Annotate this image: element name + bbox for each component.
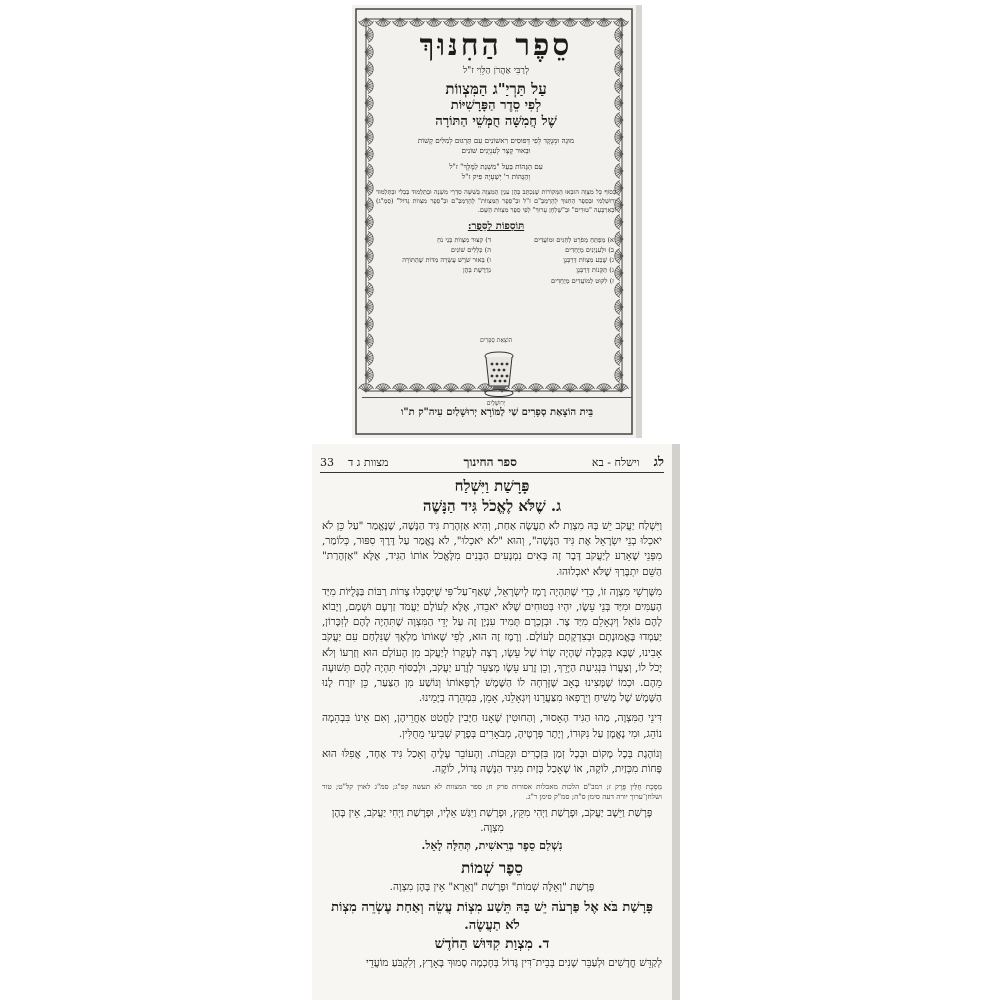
parsha-bo-heading: פָּרָשַׁת בֹּא אֶל פַּרְעֹה יֵשׁ בָּהּ תֵּשַׁע מִצְוֹת עֲשֵׂה וְאַחַת עֶשְׂרֵה מִצְוֹת לֹא תַעֲשֶׂה. xyxy=(331,900,653,934)
subtitle-torah: שֶׁל חֲמִשָּׁה חֻמְּשֵׁי הַתּוֹרָה xyxy=(435,114,557,129)
paragraph: מִשָּׁרְשֵׁי מִצְוָה זוֹ, כְּדֵי שֶׁתִּהְיֶה רֶמֶז לְיִשְׂרָאֵל, שֶׁאַף־עַל־פִּי שֶׁיִּסְבְּלוּ צָרוֹת רַבּוֹת בַּגָּלֻיּוֹת מִיַּד הָעַמִּים וּמִיַּד בְּנֵי עֵשָׂו, יִהְיוּ בְּטוּחִים שֶׁלֹּא יֹאבֵדוּ, אֶלָּא לְעוֹלָם יַעֲמֹד זַרְעָם וּשְׁמָם, וְיָבוֹא לָהֶם גּוֹאֵל וְיִגְאָלֵם מִיַּד צָר. וּבְזָכְרָם תָּמִיד עִנְיָן זֶה עַל יְדֵי הַמִּצְוָה שֶׁתִּהְיֶה לָהֶם לְזִכָּרוֹן, יַעַמְדוּ בֶּאֱמוּנָתָם וּבְצִדְקָתָם לְעוֹלָם. וְרֶמֶז זֶה הוּא, לְפִי שֶׁאוֹתוֹ מַלְאָךְ שֶׁנִּלְחַם עִם יַעֲקֹב אָבִינוּ, שֶׁבָּא בְּקַבָּלָה שֶׁהָיָה שָׂרוֹ שֶׁל עֵשָׂו, רָצָה לְעָקְרוֹ לְיַעֲקֹב מִן הָעוֹלָם הוּא וְזַרְעוֹ וְלֹא יָכֹל לוֹ, וְצַעֲרוֹ בִּנְגִיעַת הַיָּרֵךְ, וְכֵן זֶרַע עֵשָׂו מְצַעֵר לְזֶרַע יַעֲקֹב, וּלְבַסּוֹף תִּהְיֶה לָהֶם תְּשׁוּעָה מֵהֶם. וּכְמוֹ שֶׁמָּצִינוּ בָּאָב שֶׁזָּרְחָה לוֹ הַשֶּׁמֶשׁ לְרַפְּאוֹתוֹ וְנוֹשַׁע מִן הַצַּעַר, כֵּן יִזְרַח לָנוּ הַשֶּׁמֶשׁ שֶׁל מָשִׁיחַ וְיֵרָפְאוּ מִצַּעֲרֵנוּ וְיִגְאָלֵנוּ, אָמֵן, בִּמְהֵרָה בְיָמֵינוּ. xyxy=(322,585,662,705)
additions-list xyxy=(378,236,614,275)
paragraph: דִּינֵי הַמִּצְוָה, מַהוּ הַגִּיד הָאָסוּר, וְהַחוּטִין שֶׁאָנוּ חַיָּבִין לַחֲטֹט אַחֲרֵיהֶן, וְאִם אֵינוֹ בִּבְהֵמָה נוֹהֵג, וּמִי נֶאֱמָן עַל נִקּוּרוֹ, וְיֶתֶר פְּרָטֶיהָ, מְבֹאָרִים בְּפֶרֶק שְׁבִיעִי מֵחֻלִּין. xyxy=(322,712,662,740)
parashiyot-line: פָּרָשַׁת וַיֵּשֶׁב יַעֲקֹב, וּפָרָשַׁת וַיְהִי מִקֵּץ, וּפָרָשַׁת וַיִּגַּשׁ אֵלָיו, וּפָרָשַׁת וַיְחִי יַעֲקֹב, אֵין בָּהֶן מִצְוָה. xyxy=(331,807,653,835)
content-page xyxy=(312,444,680,1000)
running-head-left xyxy=(320,456,389,469)
addition-item-last: ז) לִקּוּט לְמוֹעֲדִים מְיֻחָדִים xyxy=(551,277,614,285)
book-title: סֵפֶר הַחִנּוּךְ xyxy=(419,28,573,63)
addition-item: ו) בֵּאוּר שֹׁרֶשׁ עֲשָׂרָה מִדּוֹת שֶׁהַתּוֹרָה xyxy=(402,256,491,264)
addition-item: ה) כְּלָלִים שׁוֹנִים xyxy=(450,246,491,254)
genesis-complete: נִשְׁלַם סֵפֶר בְּרֵאשִׁית, תְּהִלָּה לָאֵל. xyxy=(421,839,563,853)
running-head xyxy=(320,452,664,473)
paragraph: וַיִּשְׁלַח יַעֲקֹב יֵשׁ בָּהּ מִצְוַת לֹא תַעֲשֶׂה אַחַת, וְהִיא אַזְהָרַת גִּיד הַנָּשֶׁה, שֶׁנֶּאֱמַר "עַל כֵּן לֹא יֹאכְלוּ בְנֵי יִשְׂרָאֵל אֶת גִּיד הַנָּשֶׁה", וְהוּא "לֹא יֹאכְלוּ", לֹא נֶאֱמַר עַל דֶּרֶךְ סִפּוּר, כְּלוֹמַר, מִפְּנֵי שֶׁאֵרַע לְיַעֲקֹב דָּבָר זֶה בָּאִים נִמְנָעִים הַבָּנִים מִלֶּאֱכֹל אוֹתוֹ הַגִּיד, אֶלָּא "אַזְהָרַת" הַשֵּׁם יִתְבָּרַךְ שֶׁלֹּא יֹאכְלוּהוּ. xyxy=(322,520,662,578)
edition-line-3: עִם הַגָּהוֹת בַּעַל "מִשְׁנַת לַמֶּלֶךְ" ז"ל xyxy=(449,162,543,171)
addition-item: ד) קִצּוּר מִצְווֹת בְּנֵי נֹחַ xyxy=(437,236,491,244)
sources-note: מַסֶּכֶת חֻלִּין פֶּרֶק ז; רמב"ם הלכות מאכלות אסורות פרק ח; ספר המצוות לא תעשה קפ"ג; סמ"ג לאוין קל"ט; טור ושלחן־ערוך יורה דעה סימן ס"ה; סמ"ק סימן ר"ג. xyxy=(322,782,662,802)
subtitle-order: לְפִי סֵדֶר הַפָּרָשִׁיּוֹת xyxy=(450,98,542,113)
mitzvot-label: מצוות ג ד xyxy=(348,455,389,469)
author-line: לְרַבִּי אַהֲרֹן הַלֵּוִי ז"ל xyxy=(462,66,530,76)
content-body xyxy=(322,476,662,1000)
press-label: הוֹצָאַת סְפָרִים xyxy=(479,337,513,344)
paragraph: וְנוֹהֶגֶת בְּכָל מָקוֹם וּבְכָל זְמַן בִּזְכָרִים וּנְקֵבוֹת. וְהָעוֹבֵר עָלֶיהָ וְאָכַל גִּיד אֶחָד, אֲפִלּוּ הוּא פָּחוֹת מִכְּזַיִת, לוֹקֶה, אוֹ שֶׁאָכַל כְּזַיִת מִגִּיד הַנָּשֶׁה גָּדוֹל, לוֹקֶה. xyxy=(322,747,662,776)
running-head-right xyxy=(592,454,664,470)
edition-line-4: וְהַגָּהוֹת ר' יְשַׁעְיָה פִּיק ז"ל xyxy=(461,172,531,181)
addition-item: ב) וּלְעִנְיָנִים מְיֻחָדִים xyxy=(565,246,614,254)
addition-item: נִדְרֶשֶׁת בָּהֶן xyxy=(463,266,491,274)
addition-item: ג) שֶׁבַע מִצְווֹת דְּרַבָּנָן xyxy=(563,256,614,264)
title-content xyxy=(370,23,622,407)
sources-paragraph: בְּסוֹף כָּל מִצְוָה הוּבְאוּ הַמְּקוֹרוֹת שֶׁנִּכְתַּב בָּהֶן עִנְיַן הַמִּצְוָה בְּשִׁשָּׁה סִדְרֵי מִשְׁנָה וּבַתַּלְמוּד בַּבְלִי וּבַתַּלְמוּד יְרוּשַׁלְמִי וּבְסֵפֶר הַחִנּוּךְ לָהָרַמְבַּ"ם ז"ל וּבְ"סֵפֶר הַמִּצְווֹת" לָהָרַמְבַּ"ם וּבְ"סֵפֶר מִצְווֹת גָּדוֹל" (סְמַ"ג) וּבָאַרְבָּעָה "טוּרִים" וּבְ"שֻׁלְחָן עָרוּךְ" לְפִי סֵפֶר מִצְווֹת הַשֵּׁם. xyxy=(376,188,616,214)
edition-line-1: מוּגָה וּמְנֻקָּד לְפִי דְּפוּסִים רִאשׁוֹנִים עִם תַּרְגּוּם לְמִלִּים קָשׁוֹת xyxy=(417,136,575,145)
mitzva-4-text: לְקַדֵּשׁ חֳדָשִׁים וּלְעַבֵּר שָׁנִים בְּבֵית־דִּין גָּדוֹל בְּחָכְמָה סָמוּךְ בָּאָרֶץ, וְלִקְבֹּעַ מוֹעֲדֵי xyxy=(366,957,662,970)
running-book-title: ספר החינוך xyxy=(463,454,517,469)
page-number: 33 xyxy=(320,455,334,469)
publisher-line: בֵּית הוֹצָאַת סְפָרִים שַׁי לַמּוֹרָא יְרוּשָׁלַיִם עִיה"ק ת"ו xyxy=(362,397,632,428)
edition-line-2: וּבֵאוּר קָצָר לְעִנְיָנִים שׁוֹנִים xyxy=(461,146,531,155)
title-page xyxy=(352,5,642,438)
publisher-emblem-icon xyxy=(482,348,516,400)
addition-item: ג) תַּקָּנוֹת דְּרַבָּנָן xyxy=(576,266,614,274)
parsha-heading: פָּרָשַׁת וַיִּשְׁלַח xyxy=(454,477,530,495)
mitzva-heading: ג. שֶׁלֹּא לֶאֱכֹל גִּיד הַנָּשֶׁה xyxy=(422,497,562,515)
shemot-vaera-line: פָּרָשַׁת "וְאֵלֶּה שְׁמוֹת" וּפָרָשַׁת "וָאֵרָא" אֵין בָּהֶן מִצְוָה. xyxy=(389,881,595,894)
mitzva-4-heading: ד. מִצְוַת קִדּוּשׁ הַחֹדֶשׁ xyxy=(434,936,550,953)
hebrew-page-number: לג xyxy=(653,455,664,470)
addition-item: א) מַפְתֵּחַ מְפֹרָט לְחַגִּים וּמוֹעֲדִים xyxy=(534,236,614,244)
city-label: יְרוּשָׁלַיִם xyxy=(486,400,506,407)
subtitle-mitzvot: עַל תַּרְיַ"ג הַמִּצְווֹת xyxy=(445,80,547,98)
additions-title: תּוֹסָפוֹת לַסֵּפֶר: xyxy=(467,221,525,232)
book-shemot-heading: סֵפֶר שְׁמוֹת xyxy=(461,859,523,878)
running-parsha: וישלח - בא xyxy=(591,455,640,469)
